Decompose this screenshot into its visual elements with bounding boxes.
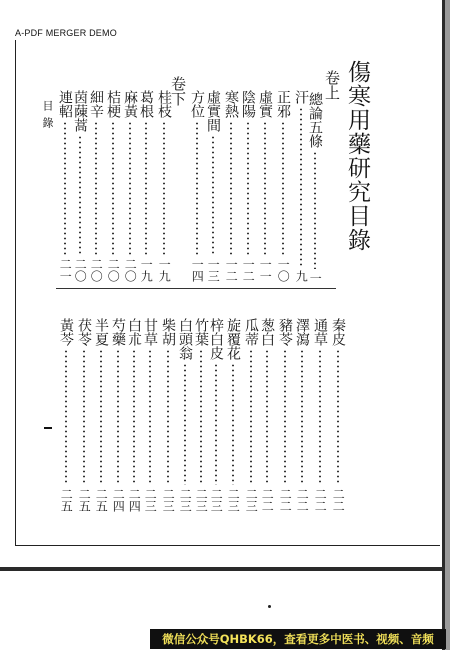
toc-entry bbox=[57, 318, 75, 512]
toc-entry bbox=[137, 90, 155, 282]
toc-page-number: 九 bbox=[294, 270, 309, 282]
toc-entry bbox=[242, 318, 260, 512]
toc-entry-label: 旋覆花 bbox=[225, 318, 241, 360]
toc-entry-label: 葛根 bbox=[138, 90, 154, 118]
toc-entry-label: 瓜蒂 bbox=[243, 318, 259, 346]
toc-page-number: 一 bbox=[308, 272, 323, 284]
toc-page-number: 二三 bbox=[226, 488, 241, 512]
toc-page-number: 二三 bbox=[143, 488, 158, 512]
toc-leader-dots bbox=[117, 349, 119, 485]
toc-leader-dots bbox=[64, 121, 66, 255]
toc-leader-dots bbox=[230, 121, 232, 255]
toc-entry bbox=[192, 318, 210, 512]
toc-page-number: 二三 bbox=[244, 488, 259, 512]
toc-page-number: 二二 bbox=[331, 488, 346, 512]
margin-page-mark bbox=[44, 427, 52, 429]
toc-leader-dots bbox=[319, 349, 321, 485]
toc-entry bbox=[258, 318, 276, 512]
toc-entry bbox=[109, 318, 127, 512]
toc-leader-dots bbox=[337, 349, 339, 485]
toc-page-number: 一三 bbox=[206, 258, 221, 282]
toc-entry bbox=[104, 90, 122, 282]
toc-entry-label: 總論五條 bbox=[307, 92, 323, 148]
toc-page-number: 二五 bbox=[77, 488, 92, 512]
section-head-upper: 卷上 bbox=[323, 70, 341, 100]
toc-leader-dots bbox=[79, 135, 81, 255]
toc-entry bbox=[329, 318, 347, 512]
margin-label: 目錄 bbox=[41, 100, 54, 134]
toc-page-number: 一九 bbox=[157, 258, 172, 282]
toc-leader-dots bbox=[301, 349, 303, 485]
toc-entry bbox=[121, 90, 139, 282]
bottom-border-rule bbox=[15, 545, 440, 546]
toc-leader-dots bbox=[264, 121, 266, 255]
toc-leader-dots bbox=[247, 121, 249, 255]
toc-entry bbox=[239, 90, 257, 282]
toc-entry-label: 秦皮 bbox=[330, 318, 346, 346]
toc-leader-dots bbox=[282, 121, 284, 255]
toc-page-number: 一四 bbox=[190, 258, 205, 282]
toc-leader-dots bbox=[65, 349, 67, 485]
toc-entry bbox=[222, 90, 240, 282]
toc-entry-label: 梓白皮 bbox=[208, 318, 224, 360]
toc-entry bbox=[256, 90, 274, 282]
toc-entry bbox=[92, 318, 110, 512]
toc-entry bbox=[276, 318, 294, 512]
toc-entry-label: 虛實 bbox=[257, 90, 273, 118]
toc-entry-label: 虛實間 bbox=[205, 90, 221, 132]
toc-entry-label: 桔梗 bbox=[105, 90, 121, 118]
toc-page-number: 二二 bbox=[278, 488, 293, 512]
toc-entry-label: 寒熱 bbox=[223, 90, 239, 118]
toc-entry-label: 澤瀉 bbox=[294, 318, 310, 346]
toc-entry-label: 連軺 bbox=[57, 90, 73, 118]
toc-entry-label: 桂枝 bbox=[156, 90, 172, 118]
toc-entry-label: 葱白 bbox=[259, 318, 275, 346]
toc-entry-label: 陰陽 bbox=[240, 90, 256, 118]
toc-leader-dots bbox=[196, 121, 198, 255]
page-edge bbox=[442, 0, 445, 567]
toc-entry bbox=[159, 318, 177, 512]
toc-page-number: 二〇 bbox=[123, 258, 138, 282]
toc-leader-dots bbox=[284, 349, 286, 485]
toc-entry-label: 甘草 bbox=[142, 318, 158, 346]
section-head-lower: 卷下 bbox=[169, 76, 187, 106]
toc-leader-dots bbox=[112, 121, 114, 255]
toc-page-number: 二四 bbox=[127, 488, 142, 512]
toc-page-number: 二一 bbox=[58, 258, 73, 282]
toc-entry bbox=[293, 318, 311, 512]
toc-page-number: 二三 bbox=[178, 488, 193, 512]
toc-leader-dots bbox=[250, 349, 252, 485]
toc-entry-label: 麻黃 bbox=[122, 90, 138, 118]
toc-page-number: 二五 bbox=[94, 488, 109, 512]
toc-entry-label: 方位 bbox=[189, 90, 205, 118]
toc-page-number: 一〇 bbox=[276, 258, 291, 282]
toc-page-number: 二三 bbox=[161, 488, 176, 512]
toc-page-number: 二三 bbox=[209, 488, 224, 512]
book-title: 傷寒用藥研究目錄 bbox=[344, 60, 370, 252]
toc-page-number: 二三 bbox=[194, 488, 209, 512]
toc-page-number: 二〇 bbox=[89, 258, 104, 282]
toc-entry bbox=[75, 318, 93, 512]
toc-entry-label: 正邪 bbox=[275, 90, 291, 118]
toc-page-number: 二二 bbox=[313, 488, 328, 512]
toc-entry-label: 豬苓 bbox=[277, 318, 293, 346]
toc-leader-dots bbox=[167, 349, 169, 485]
toc-leader-dots bbox=[215, 363, 217, 485]
toc-page-number: 二五 bbox=[59, 488, 74, 512]
toc-leader-dots bbox=[232, 363, 234, 485]
toc-entry bbox=[311, 318, 329, 512]
toc-entry-label: 茯苓 bbox=[76, 318, 92, 346]
toc-entry-label: 芍藥 bbox=[110, 318, 126, 346]
toc-entry bbox=[56, 90, 74, 282]
toc-entry-label: 茵蔯蒿 bbox=[72, 90, 88, 132]
toc-page-number: 二二 bbox=[295, 488, 310, 512]
toc-page-number: 二〇 bbox=[73, 258, 88, 282]
toc-entry bbox=[125, 318, 143, 512]
toc-entry bbox=[141, 318, 159, 512]
toc-leader-dots bbox=[266, 349, 268, 485]
toc-entry bbox=[155, 90, 173, 282]
left-border-rule bbox=[15, 40, 16, 545]
toc-leader-dots bbox=[314, 151, 316, 269]
toc-leader-dots bbox=[145, 121, 147, 255]
toc-entry-label: 白頭翁 bbox=[177, 318, 193, 360]
watermark-text: A-PDF MERGER DEMO bbox=[15, 28, 117, 38]
toc-entry-label: 黃芩 bbox=[58, 318, 74, 346]
toc-leader-dots bbox=[184, 363, 186, 485]
toc-leader-dots bbox=[149, 349, 151, 485]
toc-leader-dots bbox=[300, 107, 302, 267]
toc-entry-label: 白朮 bbox=[126, 318, 142, 346]
toc-leader-dots bbox=[212, 135, 214, 255]
toc-entry-label: 汗 bbox=[293, 90, 309, 104]
toc-entry-label: 柴胡 bbox=[160, 318, 176, 346]
toc-leader-dots bbox=[100, 349, 102, 485]
toc-entry bbox=[224, 318, 242, 512]
footer-banner: 微信公众号QHBK66，查看更多中医书、视频、音频 bbox=[150, 629, 446, 649]
toc-page-number: 二二 bbox=[260, 488, 275, 512]
toc-page-number: 一二 bbox=[241, 258, 256, 282]
toc-page-number: 二四 bbox=[111, 488, 126, 512]
toc-entry bbox=[87, 90, 105, 282]
toc-leader-dots bbox=[83, 349, 85, 485]
toc-leader-dots bbox=[129, 121, 131, 255]
toc-entry-label: 竹葉 bbox=[193, 318, 209, 346]
toc-entry bbox=[292, 90, 310, 282]
toc-entry bbox=[176, 318, 194, 512]
toc-entry bbox=[274, 90, 292, 282]
toc-entry bbox=[204, 90, 222, 282]
toc-leader-dots bbox=[200, 349, 202, 485]
toc-page-number: 一九 bbox=[139, 258, 154, 282]
page-speck bbox=[268, 605, 271, 608]
toc-page-number: 一一 bbox=[258, 258, 273, 282]
toc-entry-label: 通草 bbox=[312, 318, 328, 346]
toc-page-number: 二〇 bbox=[106, 258, 121, 282]
toc-page-number: 一二 bbox=[224, 258, 239, 282]
toc-leader-dots bbox=[163, 121, 165, 255]
toc-leader-dots bbox=[95, 121, 97, 255]
toc-entry bbox=[188, 90, 206, 282]
section-divider-rule bbox=[56, 288, 336, 289]
toc-entry-label: 半夏 bbox=[93, 318, 109, 346]
toc-leader-dots bbox=[133, 349, 135, 485]
toc-entry-label: 細辛 bbox=[88, 90, 104, 118]
